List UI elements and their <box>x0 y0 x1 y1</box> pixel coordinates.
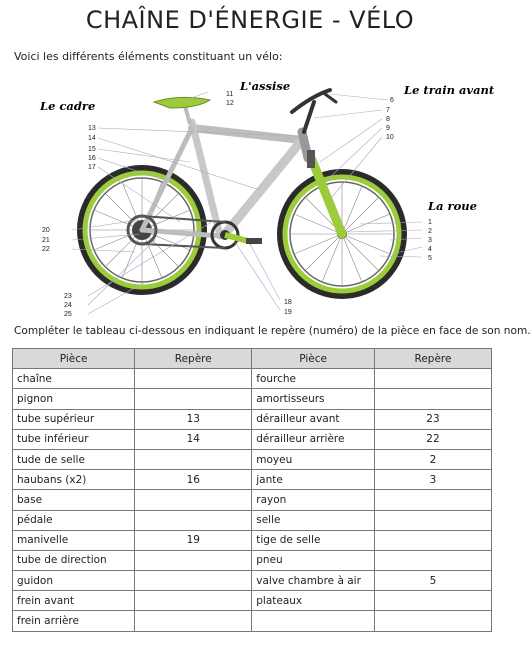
repere-cell[interactable] <box>135 550 252 570</box>
callout-8: 8 <box>386 116 390 123</box>
table-header-row <box>13 349 492 369</box>
callout-6: 6 <box>390 97 394 104</box>
piece-cell: dérailleur avant <box>252 409 375 429</box>
callout-3: 3 <box>428 237 432 244</box>
instruction-text: Compléter le tableau ci-dessous en indiquant le repère (numéro) de la pièce en face de son nom. <box>14 325 531 337</box>
piece-cell: pneu <box>252 550 375 570</box>
table-row <box>13 571 492 591</box>
piece-cell: amortisseurs <box>252 389 375 409</box>
callout-5: 5 <box>428 255 432 262</box>
piece-cell: tube de direction <box>13 550 135 570</box>
piece-cell: pignon <box>13 389 135 409</box>
table-row <box>13 530 492 550</box>
piece-cell: tude de selle <box>13 449 135 469</box>
callout-19: 19 <box>284 309 292 316</box>
repere-cell[interactable] <box>374 530 491 550</box>
repere-cell[interactable]: 3 <box>374 470 491 490</box>
piece-cell: jante <box>252 470 375 490</box>
table-row <box>13 449 492 469</box>
repere-cell[interactable] <box>374 490 491 510</box>
piece-cell: haubans (x2) <box>13 470 135 490</box>
callout-4: 4 <box>428 246 432 253</box>
callout-10: 10 <box>386 134 394 141</box>
repere-cell[interactable]: 16 <box>135 470 252 490</box>
repere-cell[interactable] <box>135 510 252 530</box>
piece-cell <box>252 611 375 631</box>
repere-cell[interactable]: 2 <box>374 449 491 469</box>
callout-13: 13 <box>88 125 96 132</box>
label-cadre: Le cadre <box>40 99 96 113</box>
piece-cell: frein avant <box>13 591 135 611</box>
callout-9: 9 <box>386 125 390 132</box>
callout-25: 25 <box>64 311 72 318</box>
callout-15: 15 <box>88 146 96 153</box>
callout-16: 16 <box>88 155 96 162</box>
callout-24: 24 <box>64 302 72 309</box>
repere-cell[interactable] <box>374 611 491 631</box>
table-row <box>13 490 492 510</box>
repere-cell[interactable] <box>374 389 491 409</box>
piece-cell: chaîne <box>13 369 135 389</box>
parts-table <box>12 348 492 632</box>
label-roue: La roue <box>428 199 477 213</box>
repere-cell[interactable] <box>374 369 491 389</box>
repere-cell[interactable]: 22 <box>374 429 491 449</box>
piece-cell: base <box>13 490 135 510</box>
repere-cell[interactable]: 19 <box>135 530 252 550</box>
repere-cell[interactable]: 14 <box>135 429 252 449</box>
piece-cell: selle <box>252 510 375 530</box>
repere-cell[interactable] <box>374 591 491 611</box>
table-row <box>13 409 492 429</box>
repere-cell[interactable] <box>135 389 252 409</box>
table-row <box>13 510 492 530</box>
repere-cell[interactable]: 23 <box>374 409 491 429</box>
header-repere-2: Repère <box>374 349 491 369</box>
table-row <box>13 470 492 490</box>
piece-cell: tube supérieur <box>13 409 135 429</box>
header-repere-1: Repère <box>135 349 252 369</box>
repere-cell[interactable] <box>374 510 491 530</box>
callout-7: 7 <box>386 107 390 114</box>
repere-cell[interactable] <box>135 611 252 631</box>
piece-cell: tube inférieur <box>13 429 135 449</box>
table-row <box>13 369 492 389</box>
callout-23: 23 <box>64 293 72 300</box>
callout-11: 11 <box>226 91 234 98</box>
repere-cell[interactable] <box>135 490 252 510</box>
repere-cell[interactable] <box>135 369 252 389</box>
piece-cell: pédale <box>13 510 135 530</box>
callout-20: 20 <box>42 227 50 234</box>
piece-cell: fourche <box>252 369 375 389</box>
repere-cell[interactable] <box>374 550 491 570</box>
piece-cell: rayon <box>252 490 375 510</box>
bicycle-diagram <box>30 72 495 320</box>
callout-2: 2 <box>428 228 432 235</box>
label-assise: L'assise <box>240 79 291 93</box>
table-row <box>13 591 492 611</box>
repere-cell[interactable] <box>135 591 252 611</box>
callout-12: 12 <box>226 100 234 107</box>
callout-14: 14 <box>88 135 96 142</box>
table-row <box>13 611 492 631</box>
label-train-avant: Le train avant <box>404 83 495 97</box>
piece-cell: valve chambre à air <box>252 571 375 591</box>
repere-cell[interactable] <box>135 449 252 469</box>
piece-cell: dérailleur arrière <box>252 429 375 449</box>
callout-1: 1 <box>428 219 432 226</box>
callout-17: 17 <box>88 164 96 171</box>
piece-cell: tige de selle <box>252 530 375 550</box>
page-title: CHAÎNE D'ÉNERGIE - VÉLO <box>85 6 415 34</box>
intro-text: Voici les différents éléments constituant un vélo: <box>14 50 283 63</box>
header-piece-1: Pièce <box>13 349 135 369</box>
table-row <box>13 550 492 570</box>
handlebar <box>292 90 336 132</box>
callout-22: 22 <box>42 246 50 253</box>
repere-cell[interactable]: 5 <box>374 571 491 591</box>
callout-18: 18 <box>284 299 292 306</box>
piece-cell: guidon <box>13 571 135 591</box>
callout-21: 21 <box>42 237 50 244</box>
repere-cell[interactable]: 13 <box>135 409 252 429</box>
table-row <box>13 389 492 409</box>
header-piece-2: Pièce <box>252 349 375 369</box>
piece-cell: moyeu <box>252 449 375 469</box>
piece-cell: manivelle <box>13 530 135 550</box>
piece-cell: plateaux <box>252 591 375 611</box>
repere-cell[interactable] <box>135 571 252 591</box>
piece-cell: frein arrière <box>13 611 135 631</box>
table-row <box>13 429 492 449</box>
